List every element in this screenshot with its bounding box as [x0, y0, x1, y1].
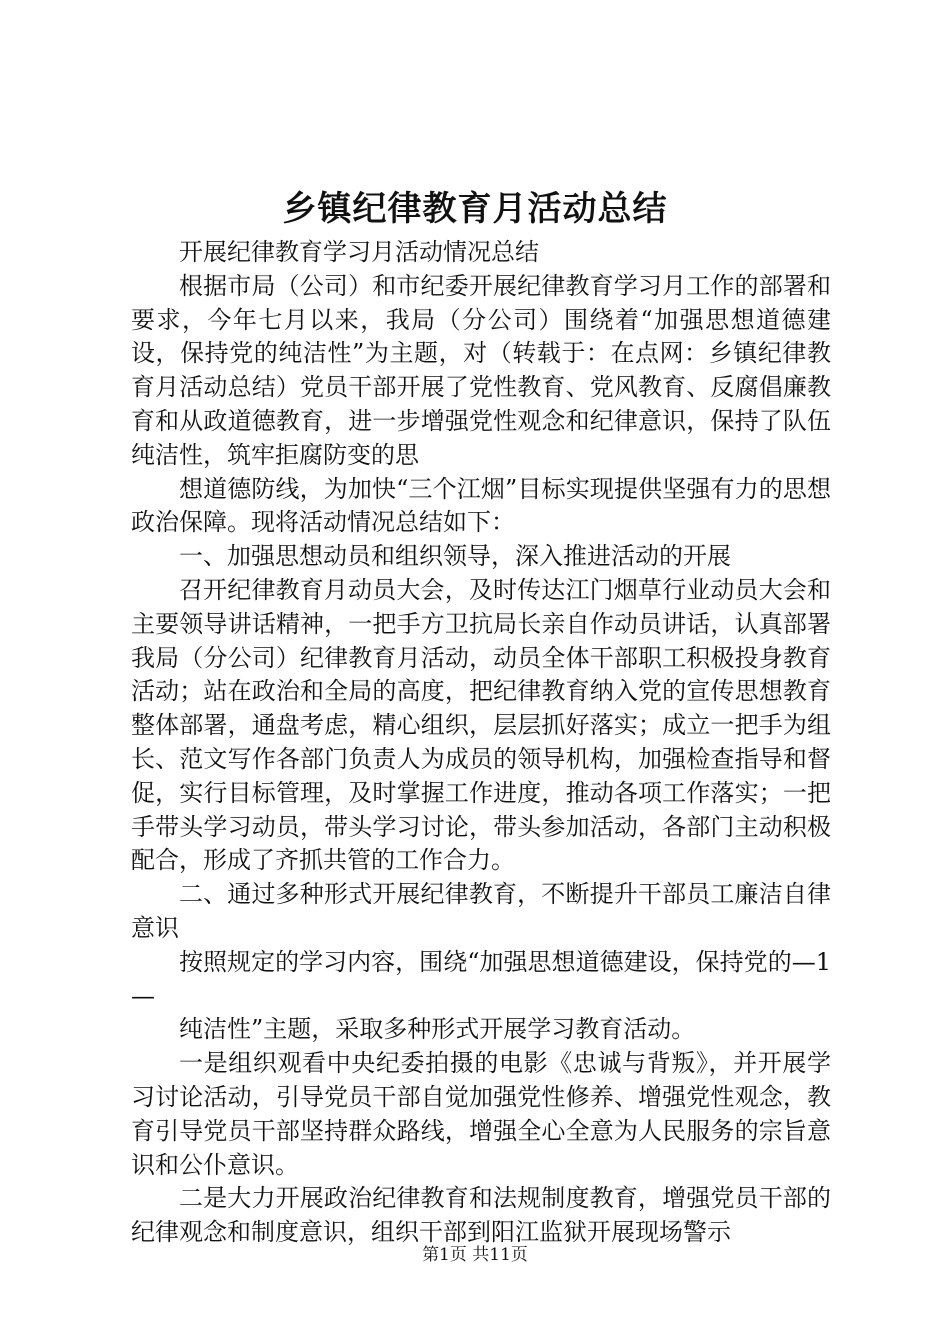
paragraph: 二是大力开展政治纪律教育和法规制度教育，增强党员干部的纪律观念和制度意识，组织干部到阳江监狱开展现场警示	[131, 1184, 831, 1247]
document-body	[131, 236, 831, 1250]
paragraph: 开展纪律教育学习月活动情况总结	[179, 238, 539, 266]
section-heading: 一、加强思想动员和组织领导，深入推进活动的开展	[179, 542, 731, 571]
paragraph: 一是组织观看中央纪委拍摄的电影《忠诚与背叛》，并开展学习讨论活动，引导党员干部自觉加强党性修养、增强党性观念，教育引导党员干部坚持群众路线，增强全心全意为人民服务的宗旨意识和公仆意识。	[131, 1049, 831, 1179]
page-footer: 第1页 共11页	[422, 1245, 528, 1265]
paragraph: 根据市局（公司）和市纪委开展纪律教育学习月工作的部署和要求，今年七月以来，我局（分公司）围绕着“加强思想道德建设，保持党的纯洁性”为主题，对（转载于：在点网：乡镇纪律教育月活动总结）党员干部开展了党性教育、党风教育、反腐倡廉教育和从政道德教育，进一步增强党性观念和纪律意识，保持了队伍纯洁性，筑牢拒腐防变的思	[131, 271, 831, 469]
paragraph: 纯洁性”主题，采取多种形式开展学习教育活动。	[179, 1015, 696, 1044]
paragraph: 按照规定的学习内容，围绕“加强思想道德建设，保持党的—1—	[131, 947, 831, 1010]
section-heading: 二、通过多种形式开展纪律教育，不断提升干部员工廉洁自律意识	[131, 880, 831, 942]
document-title: 乡镇纪律教育月活动总结	[282, 189, 668, 229]
paragraph: 召开纪律教育月动员大会，及时传达江门烟草行业动员大会和主要领导讲话精神，一把手方卫抗局长亲自作动员讲话，认真部署我局（分公司）纪律教育月活动，动员全体干部职工积极投身教育活动；站在政治和全局的高度，把纪律教育纳入党的宣传思想教育整体部署，通盘考虑，精心组织，层层抓好落实；成立一把手为组长、范文写作各部门负责人为成员的领导机构，加强检查指导和督促，实行目标管理，及时掌握工作进度，推动各项工作落实；一把手带头学习动员，带头学习讨论，带头参加活动，各部门主动积极配合，形成了齐抓共管的工作合力。	[131, 575, 831, 875]
paragraph: 想道德防线，为加快“三个江烟”目标实现提供坚强有力的思想政治保障。现将活动情况总结如下：	[131, 474, 831, 537]
